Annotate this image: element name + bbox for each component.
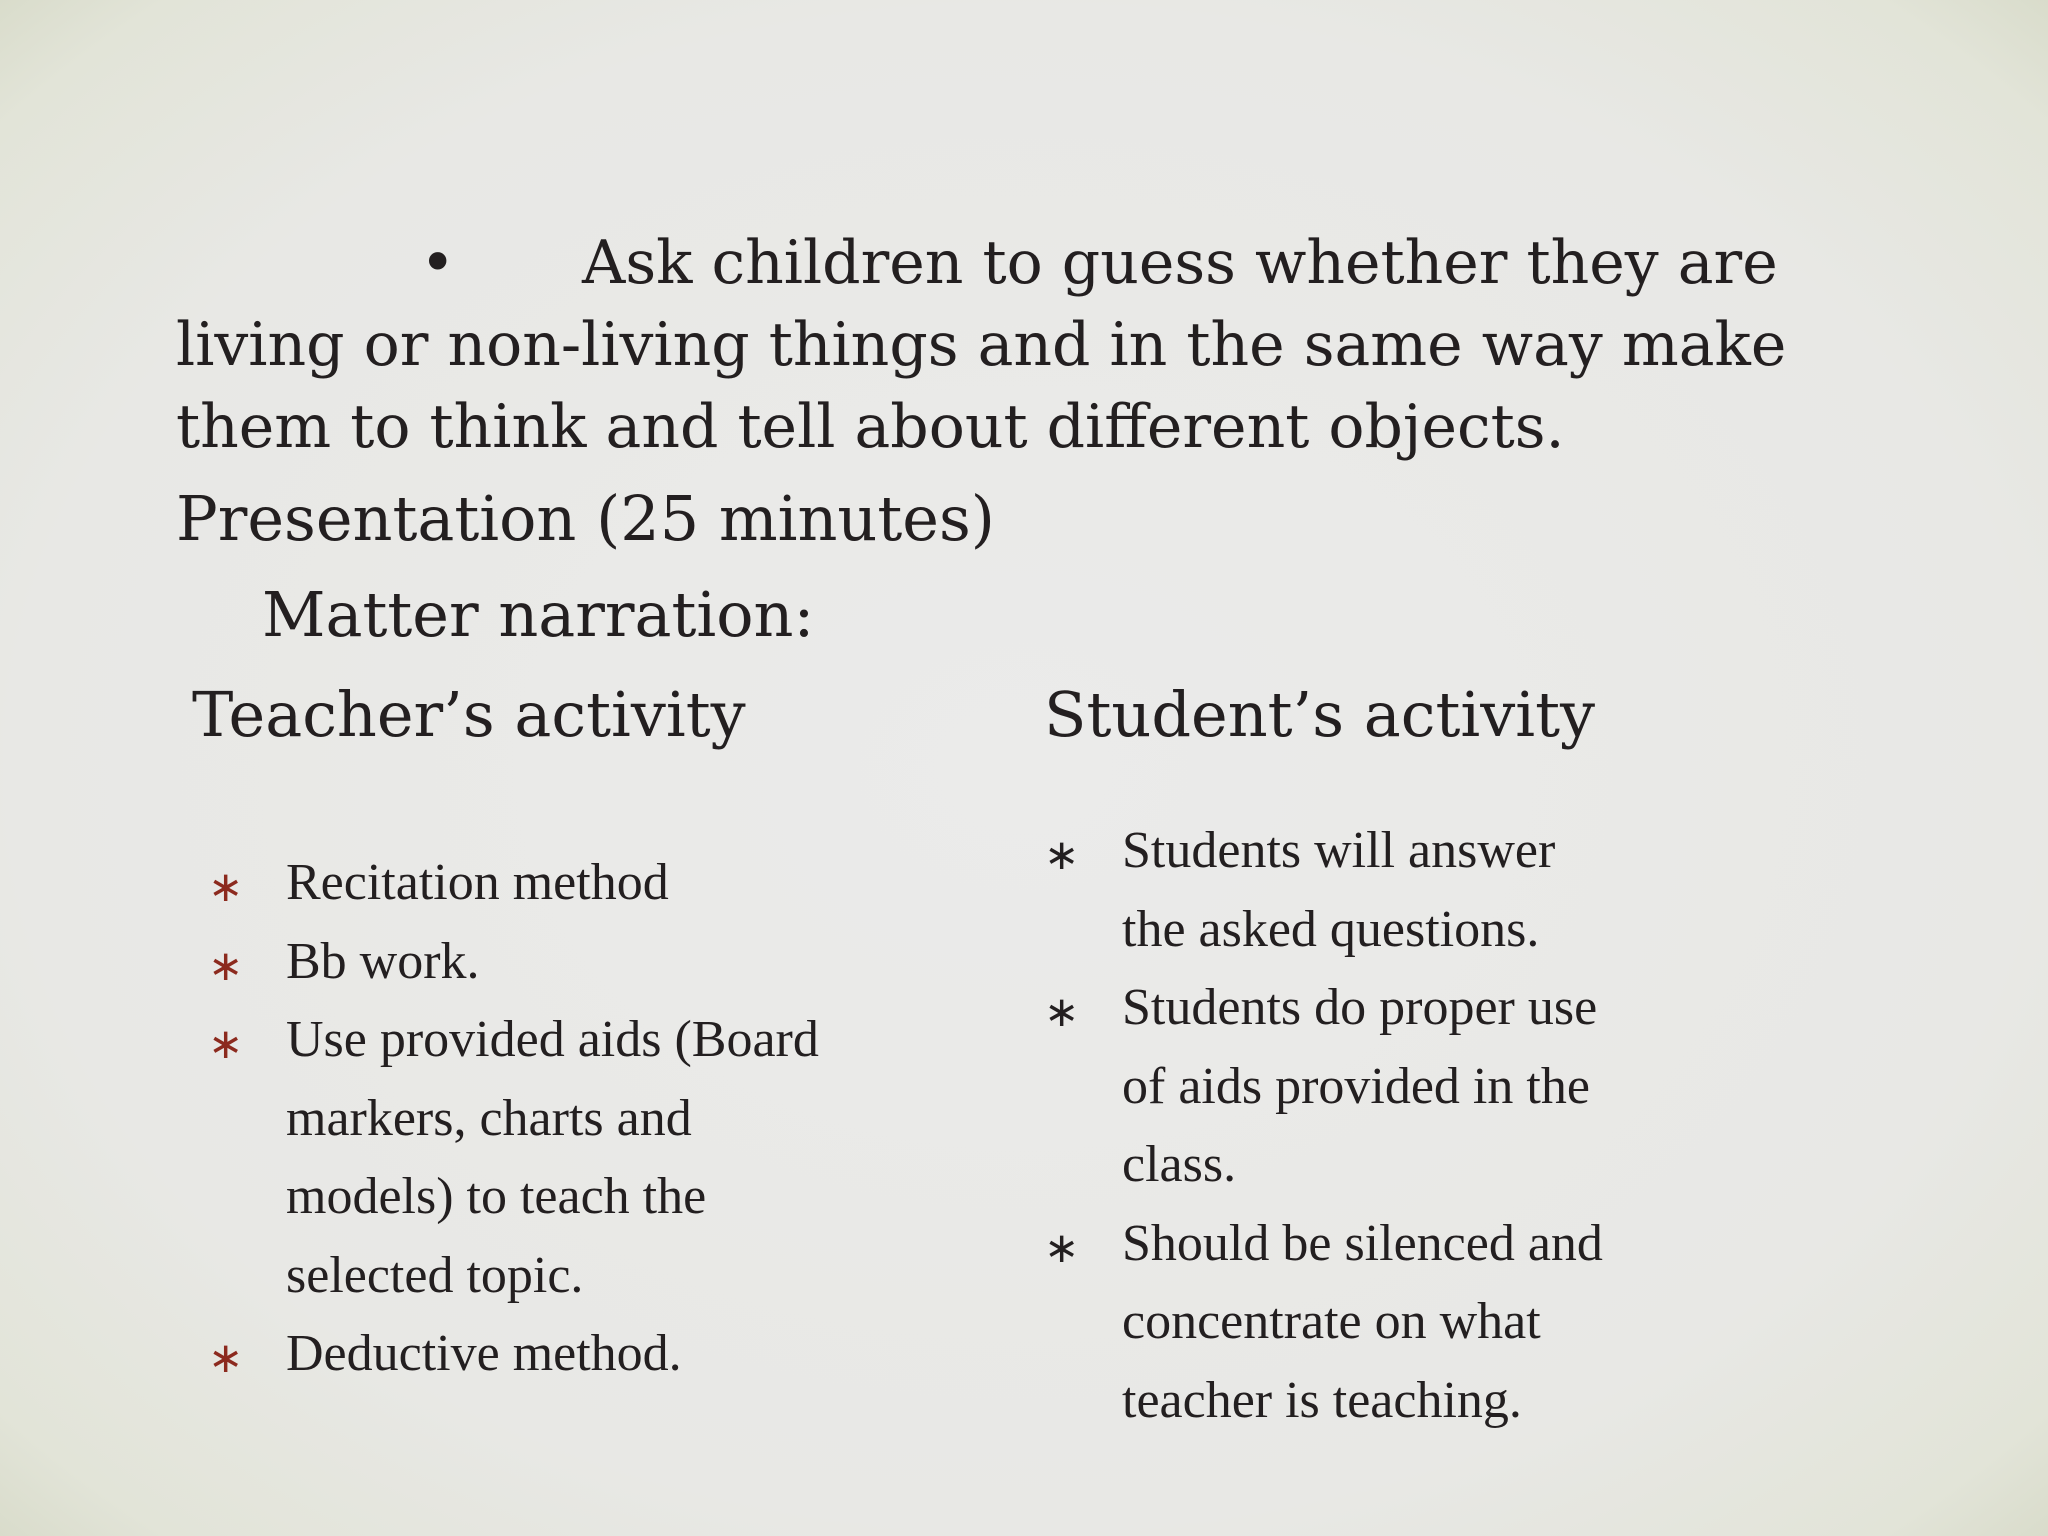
bullet-icon: • — [420, 228, 456, 298]
matter-narration-heading: Matter narration: — [262, 578, 815, 651]
list-item-line: Recitation method — [286, 854, 669, 911]
student-activity-list — [1044, 812, 1764, 1440]
list-item-line: Bb work. — [286, 932, 480, 990]
list-item-line: Deductive method. — [286, 1325, 682, 1382]
list-item-line: selected topic. — [286, 1246, 584, 1304]
list-item — [1044, 969, 1764, 1205]
asterisk-bullet-icon: ∗ — [1044, 1222, 1080, 1272]
list-item — [208, 1001, 928, 1315]
presentation-heading: Presentation (25 minutes) — [176, 482, 995, 555]
intro-line: living or non-living things and in the same way make — [176, 310, 1787, 380]
list-item — [208, 923, 928, 1002]
list-item-line: Should be silenced and — [1122, 1214, 1603, 1272]
list-item-line: the asked questions. — [1122, 900, 1540, 958]
asterisk-bullet-icon: ∗ — [208, 1333, 244, 1382]
teacher-activity-list — [208, 844, 928, 1394]
asterisk-bullet-icon: ∗ — [208, 862, 244, 911]
list-item-line: markers, charts and — [286, 1089, 692, 1147]
list-item — [208, 1315, 928, 1394]
list-item-line: teacher is teaching. — [1122, 1371, 1522, 1429]
asterisk-bullet-icon: ∗ — [1044, 987, 1080, 1036]
asterisk-bullet-icon: ∗ — [208, 1019, 244, 1068]
asterisk-bullet-icon: ∗ — [1044, 830, 1080, 879]
student-activity-heading: Student’s activity — [1044, 678, 1596, 751]
intro-line: • Ask children to guess whether they are — [176, 222, 1876, 304]
list-item-line: Use provided aids (Board — [286, 1011, 819, 1068]
asterisk-bullet-icon: ∗ — [208, 940, 244, 990]
list-item-line: models) to teach the — [286, 1168, 707, 1225]
intro-paragraph — [176, 222, 1876, 468]
list-item — [1044, 1205, 1764, 1441]
teacher-activity-heading: Teacher’s activity — [192, 678, 746, 751]
list-item-line: class. — [1122, 1136, 1237, 1193]
list-item-line: concentrate on what — [1122, 1293, 1541, 1350]
list-item — [1044, 812, 1764, 969]
list-item-line: Students will answer — [1122, 822, 1556, 879]
list-item-line: Students do proper use — [1122, 979, 1598, 1036]
intro-line: them to think and tell about different objects. — [176, 392, 1565, 462]
list-item-line: of aids provided in the — [1122, 1057, 1590, 1115]
list-item — [208, 844, 928, 923]
